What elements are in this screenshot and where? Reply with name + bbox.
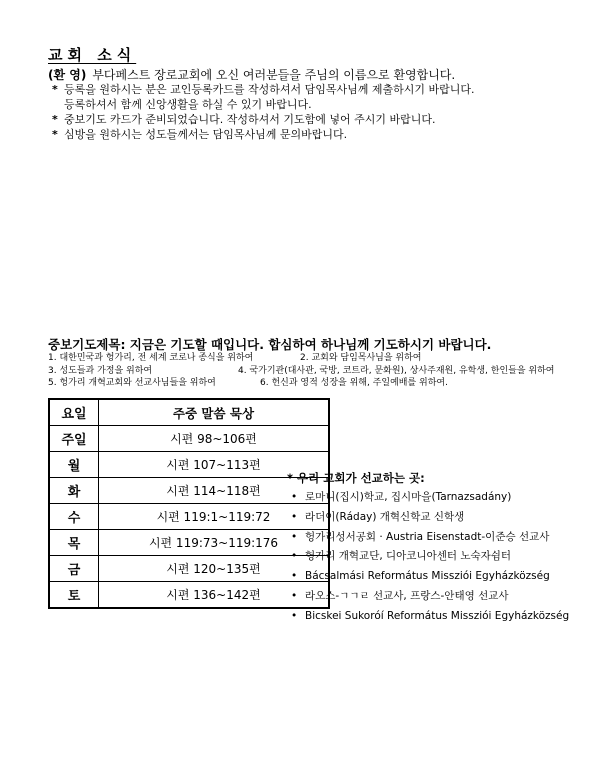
notice-item: [52, 97, 475, 112]
bullet-dot-icon: •: [291, 510, 298, 523]
mission-text: 헝가리 개혁교단, 디아코니아센터 노숙자쉼터: [305, 550, 512, 563]
notice-text: 중보기도 카드가 준비되었습니다. 작성하셔서 기도함에 넣어 주시기 바랍니다.: [64, 113, 436, 126]
bullet-dot-icon: •: [291, 491, 298, 503]
bullet-icon: *: [52, 83, 58, 96]
mission-text: 라더이(Ráday) 개혁신학교 신학생: [305, 510, 465, 523]
list-item: [291, 567, 569, 587]
prayer-row: [48, 377, 554, 390]
bullet-dot-icon: •: [291, 570, 298, 583]
mission-text: 로마니(집시)학교, 집시마을(Tarnazsadány): [305, 491, 512, 503]
prayer-item: 1. 대한민국과 헝가리, 전 세계 코로나 종식을 위하여: [48, 353, 254, 363]
welcome-label: (환 영): [48, 68, 87, 82]
header-verse: 주중 말씀 묵상: [99, 399, 330, 426]
bullet-dot-icon: •: [291, 550, 298, 563]
verse-cell: 시편 114~118편: [99, 478, 330, 504]
notice-item: [52, 127, 475, 142]
mission-text: 헝가리성서공회 · Austria Eisenstadt-이준승 선교사: [305, 530, 550, 543]
day-cell: 주일: [49, 426, 99, 452]
welcome-line: [48, 66, 455, 83]
prayer-row: [48, 352, 554, 365]
prayer-item: 6. 헌신과 영적 성장을 위해, 주일예배를 위하여.: [260, 378, 448, 388]
prayer-item: 5. 헝가리 개혁교회와 선교사님들을 위하여: [48, 378, 216, 388]
day-cell: 목: [49, 530, 99, 556]
prayer-row: [48, 365, 554, 378]
verse-cell: 시편 119:1~119:72: [99, 504, 330, 530]
list-item: [291, 547, 569, 567]
header-day: 요일: [49, 399, 99, 426]
mission-text: Bicskei Sukoróí Református Missziói Egyházközség: [305, 609, 570, 622]
notice-list: [52, 82, 475, 142]
list-item: [291, 508, 569, 528]
mission-list: [291, 488, 569, 627]
table-row: [49, 556, 329, 582]
mission-title: * 우리 교회가 선교하는 곳:: [287, 471, 425, 485]
list-item: [291, 528, 569, 548]
notice-text: 등록하셔서 함께 신앙생활을 하실 수 있기 바랍니다.: [64, 98, 312, 111]
list-item: [291, 607, 569, 627]
day-cell: 토: [49, 582, 99, 609]
welcome-text: 부다페스트 장로교회에 오신 여러분들을 주님의 이름으로 환영합니다.: [92, 68, 456, 82]
prayer-item: 4. 국가기관(대사관, 국방, 코트라, 문화원), 상사주재원, 유학생, 한인들을 위하여: [238, 365, 555, 376]
mission-text: 라오스-ㄱㄱㄹ 선교사, 프랑스-안태영 선교사: [305, 589, 509, 602]
prayer-title: 중보기도제목: 지금은 기도할 때입니다. 합심하여 하나님께 기도하시기 바랍니다.: [48, 337, 492, 352]
notice-item: [52, 82, 475, 97]
table-row: [49, 530, 329, 556]
bullet-dot-icon: •: [291, 589, 298, 602]
day-cell: 금: [49, 556, 99, 582]
notice-item: [52, 112, 475, 127]
bullet-icon: *: [52, 128, 58, 141]
list-item: [291, 587, 569, 607]
list-item: [291, 488, 569, 508]
prayer-item: 3. 성도들과 가정을 위하여: [48, 365, 153, 376]
table-row: [49, 504, 329, 530]
bullet-icon: *: [52, 113, 58, 126]
notice-text: 심방을 원하시는 성도들께서는 담임목사님께 문의바랍니다.: [64, 128, 348, 141]
bullet-dot-icon: •: [291, 609, 298, 622]
verse-cell: 시편 107~113편: [99, 452, 330, 478]
table-row: [49, 426, 329, 452]
bible-reading-table: [48, 398, 330, 609]
day-cell: 월: [49, 452, 99, 478]
prayer-items: [48, 352, 554, 390]
table-header-row: [49, 399, 329, 426]
prayer-item: 2. 교회와 담임목사님을 위하여: [300, 353, 422, 363]
verse-cell: 시편 120~135편: [99, 556, 330, 582]
day-cell: 화: [49, 478, 99, 504]
day-cell: 수: [49, 504, 99, 530]
verse-cell: 시편 119:73~119:176: [99, 530, 330, 556]
bullet-dot-icon: •: [291, 530, 298, 543]
verse-cell: 시편 98~106편: [99, 426, 330, 452]
table-row: [49, 582, 329, 609]
section-title: 교회 소식: [48, 46, 137, 64]
verse-cell: 시편 136~142편: [99, 582, 330, 609]
notice-text: 등록을 원하시는 분은 교인등록카드를 작성하셔서 담임목사님께 제출하시기 바랍니다.: [64, 83, 475, 96]
mission-text: Bácsalmási Református Missziói Egyházközség: [305, 570, 550, 583]
